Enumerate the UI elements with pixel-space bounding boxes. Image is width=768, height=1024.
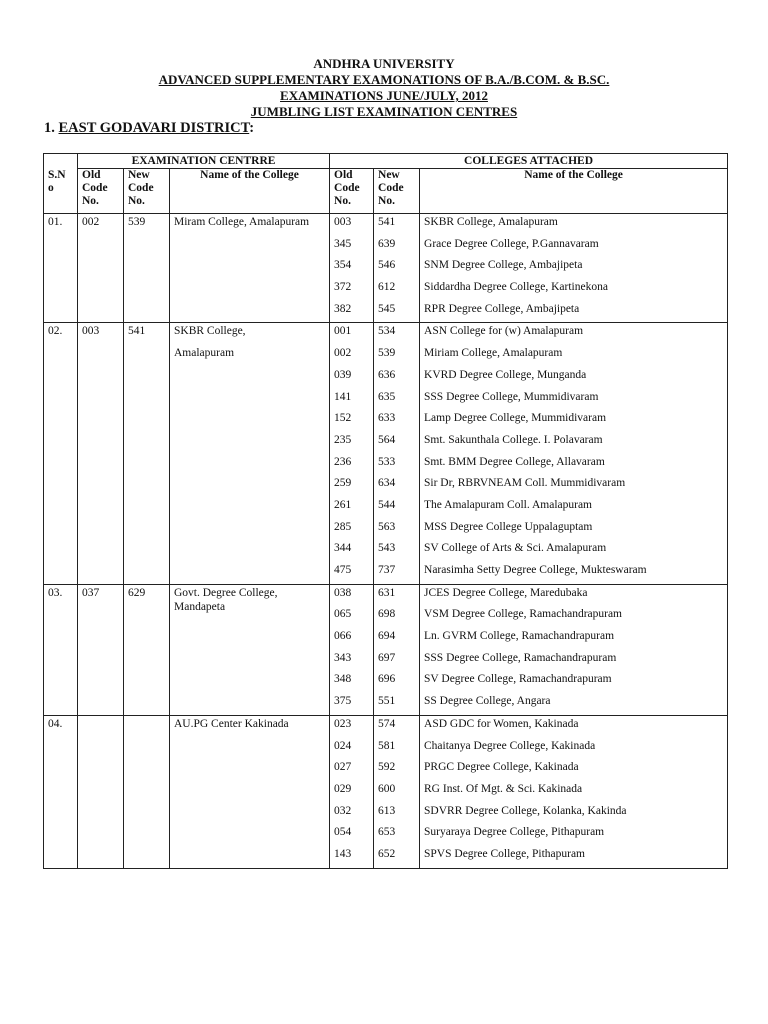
attached-college-name: RG Inst. Of Mgt. & Sci. Kakinada <box>424 782 583 795</box>
attached-old-code: 372 <box>334 281 352 294</box>
attached-old-code: 066 <box>334 630 352 643</box>
attached-college-name: Grace Degree College, P.Gannavaram <box>424 237 599 250</box>
attached-new-code: 534 <box>378 325 396 338</box>
attached-new-code: 652 <box>378 847 396 860</box>
attached-new-code: 636 <box>378 368 396 381</box>
district-colon: : <box>249 120 255 136</box>
centre-new-code-cell <box>124 584 170 715</box>
attached-name-header: Name of the College <box>420 169 728 214</box>
serial-number-cell-text: 01. <box>48 216 63 228</box>
district-name: EAST GODAVARI DISTRICT <box>58 120 250 136</box>
attached-new-code: 653 <box>378 826 396 839</box>
attached-college-cell <box>420 214 728 323</box>
centre-old-code-cell-text: 003 <box>82 325 100 338</box>
table-row <box>44 323 728 584</box>
attached-college-name: JCES Degree College, Maredubaka <box>424 586 588 599</box>
sno-header: S.N o <box>44 169 78 214</box>
attached-new-code: 600 <box>378 782 396 795</box>
attached-college-name: Chaitanya Degree College, Kakinada <box>424 739 596 752</box>
attached-old-code: 039 <box>334 368 352 381</box>
serial-number-cell <box>44 323 78 584</box>
attached-new-code: 592 <box>378 761 396 774</box>
attached-new-code: 543 <box>378 542 396 555</box>
attached-new-code: 574 <box>378 717 396 730</box>
attached-old-code: 141 <box>334 390 352 403</box>
attached-old-code-cell <box>330 584 374 715</box>
attached-college-cell <box>420 715 728 868</box>
attached-college-name: RPR Degree College, Ambajipeta <box>424 302 580 315</box>
sno-header-spacer <box>44 154 78 169</box>
serial-number-cell-text: 02. <box>48 325 63 338</box>
attached-old-code: 345 <box>334 237 352 250</box>
centre-name-text: Govt. Degree College, Mandapeta <box>174 586 278 613</box>
group-header-row <box>44 154 728 169</box>
serial-number-cell <box>44 715 78 868</box>
centre-name-text: SKBR College, <box>174 325 246 338</box>
attached-new-code: 581 <box>378 739 396 752</box>
centre-name-cell <box>170 715 330 868</box>
old-code-header: Old Code No. <box>78 169 124 214</box>
colleges-attached-group-header: COLLEGES ATTACHED <box>330 154 728 169</box>
attached-old-code: 235 <box>334 433 352 446</box>
attached-college-cell <box>420 323 728 584</box>
attached-old-code: 152 <box>334 412 352 425</box>
centre-new-code-cell-text: 629 <box>128 586 146 599</box>
serial-number-cell-text: 03. <box>48 586 63 599</box>
attached-college-name: Sir Dr, RBRVNEAM Coll. Mummidivaram <box>424 477 626 490</box>
centre-new-code-cell-text: 541 <box>128 325 146 338</box>
attached-college-name: SSS Degree College, Ramachandrapuram <box>424 651 617 664</box>
centre-name-text: AU.PG Center Kakinada <box>174 717 289 730</box>
attached-old-code: 003 <box>334 216 352 228</box>
attached-college-cell <box>420 584 728 715</box>
attached-college-name: MSS Degree College Uppalaguptam <box>424 520 593 533</box>
table-body <box>44 214 728 869</box>
attached-new-code-cell <box>374 715 420 868</box>
attached-college-name: Smt. Sakunthala College. I. Polavaram <box>424 433 603 446</box>
attached-old-code: 354 <box>334 259 352 272</box>
attached-new-code-cell <box>374 323 420 584</box>
attached-college-name: Lamp Degree College, Mummidivaram <box>424 412 607 425</box>
attached-old-code: 285 <box>334 520 352 533</box>
centre-old-code-cell-text: 002 <box>82 216 100 228</box>
attached-old-code: 343 <box>334 651 352 664</box>
attached-old-code: 032 <box>334 804 352 817</box>
attached-college-name: Smt. BMM Degree College, Allavaram <box>424 455 605 468</box>
attached-old-code: 475 <box>334 564 352 576</box>
attached-college-name: SNM Degree College, Ambajipeta <box>424 259 583 272</box>
centre-new-code-cell <box>124 323 170 584</box>
centre-name-cell <box>170 214 330 323</box>
attached-college-name: ASN College for (w) Amalapuram <box>424 325 584 338</box>
attached-new-code: 613 <box>378 804 396 817</box>
centre-name-cell <box>170 584 330 715</box>
attached-new-code: 634 <box>378 477 396 490</box>
attached-college-name: Miriam College, Amalapuram <box>424 347 563 360</box>
attached-old-code: 065 <box>334 608 352 621</box>
centre-old-code-cell <box>78 584 124 715</box>
attached-old-code-cell <box>330 715 374 868</box>
centre-old-code-cell <box>78 715 124 868</box>
attached-college-name: SPVS Degree College, Pithapuram <box>424 847 585 860</box>
attached-college-name: SSS Degree College, Mummidivaram <box>424 390 599 403</box>
centre-new-code-cell <box>124 715 170 868</box>
serial-number-cell <box>44 584 78 715</box>
attached-college-name: Narasimha Setty Degree College, Mukteswaram <box>424 564 647 576</box>
attached-college-name: SS Degree College, Angara <box>424 695 551 708</box>
centre-name-cell <box>170 323 330 584</box>
attached-college-name: Siddardha Degree College, Kartinekona <box>424 281 608 294</box>
centre-new-code-cell-text <box>128 716 165 738</box>
attached-new-code-cell <box>374 584 420 715</box>
centre-old-code-cell <box>78 323 124 584</box>
exam-title: ADVANCED SUPPLEMENTARY EXAMONATIONS OF B.A./B.COM. & B.SC. <box>158 72 610 87</box>
attached-old-code-cell <box>330 323 374 584</box>
centre-old-code-cell-text <box>82 716 119 738</box>
attached-new-code: 612 <box>378 281 396 294</box>
document-header <box>0 56 768 120</box>
attached-college-name: SV College of Arts & Sci. Amalapuram <box>424 542 607 555</box>
attached-college-name: SDVRR Degree College, Kolanka, Kakinda <box>424 804 627 817</box>
attached-new-code: 633 <box>378 412 396 425</box>
centre-name-header: Name of the College <box>170 169 330 214</box>
attached-old-code: 029 <box>334 782 352 795</box>
attached-old-code: 054 <box>334 826 352 839</box>
attached-new-code: 539 <box>378 347 396 360</box>
attached-college-name: Suryaraya Degree College, Pithapuram <box>424 826 605 839</box>
district-number: 1. <box>44 120 55 136</box>
attached-college-name: KVRD Degree College, Munganda <box>424 368 587 381</box>
attached-old-code: 001 <box>334 325 352 338</box>
centre-old-code-cell <box>78 214 124 323</box>
attached-new-code: 698 <box>378 608 396 621</box>
centre-new-code-cell <box>124 214 170 323</box>
attached-new-code: 696 <box>378 673 396 686</box>
attached-new-code: 541 <box>378 216 396 228</box>
attached-old-code: 261 <box>334 498 352 511</box>
attached-new-code: 635 <box>378 390 396 403</box>
serial-number-cell <box>44 214 78 323</box>
district-heading <box>44 120 254 137</box>
attached-college-name: Ln. GVRM College, Ramachandrapuram <box>424 630 615 643</box>
attached-new-code: 533 <box>378 455 396 468</box>
attached-old-code: 236 <box>334 455 352 468</box>
attached-college-name: VSM Degree College, Ramachandrapuram <box>424 608 623 621</box>
column-header-row <box>44 169 728 214</box>
table-row <box>44 584 728 715</box>
centre-name-text: Miram College, Amalapuram <box>174 216 310 228</box>
attached-college-name: SV Degree College, Ramachandrapuram <box>424 673 612 686</box>
attached-college-name: PRGC Degree College, Kakinada <box>424 761 579 774</box>
exam-centre-group-header: EXAMINATION CENTRRE <box>78 154 330 169</box>
attached-old-code: 027 <box>334 761 352 774</box>
attached-college-name: ASD GDC for Women, Kakinada <box>424 717 579 730</box>
attached-new-code: 564 <box>378 433 396 446</box>
centre-old-code-cell-text: 037 <box>82 586 100 599</box>
table-row <box>44 715 728 868</box>
attached-college-name: The Amalapuram Coll. Amalapuram <box>424 498 593 511</box>
attached-old-code: 024 <box>334 739 352 752</box>
attached-old-code: 002 <box>334 347 352 360</box>
attached-old-code: 344 <box>334 542 352 555</box>
serial-number-cell-text: 04. <box>48 717 63 730</box>
list-title: JUMBLING LIST EXAMINATION CENTRES <box>250 104 518 119</box>
attached-old-code: 023 <box>334 717 352 730</box>
attached-new-code: 563 <box>378 520 396 533</box>
attached-new-code: 639 <box>378 237 396 250</box>
attached-new-code: 694 <box>378 630 396 643</box>
attached-old-code-header: Old Code No. <box>330 169 374 214</box>
attached-old-code: 382 <box>334 302 352 315</box>
jumbling-table <box>43 153 728 869</box>
attached-new-code: 737 <box>378 564 396 576</box>
attached-college-name: SKBR College, Amalapuram <box>424 216 558 228</box>
attached-old-code: 375 <box>334 695 352 708</box>
new-code-header: New Code No. <box>124 169 170 214</box>
attached-new-code: 545 <box>378 302 396 315</box>
exam-session: EXAMINATIONS JUNE/JULY, 2012 <box>280 88 488 103</box>
attached-old-code-cell <box>330 214 374 323</box>
attached-new-code: 697 <box>378 651 396 664</box>
attached-new-code: 546 <box>378 259 396 272</box>
attached-old-code: 038 <box>334 586 352 599</box>
attached-old-code: 259 <box>334 477 352 490</box>
attached-new-code-header: New Code No. <box>374 169 420 214</box>
attached-new-code: 551 <box>378 695 396 708</box>
attached-new-code: 544 <box>378 498 396 511</box>
attached-old-code: 143 <box>334 847 352 860</box>
centre-name-text-line2: Amalapuram <box>174 347 235 360</box>
attached-new-code: 631 <box>378 586 396 599</box>
table-row <box>44 214 728 323</box>
attached-new-code-cell <box>374 214 420 323</box>
university-title: ANDHRA UNIVERSITY <box>313 56 455 71</box>
attached-old-code: 348 <box>334 673 352 686</box>
centre-new-code-cell-text: 539 <box>128 216 146 228</box>
